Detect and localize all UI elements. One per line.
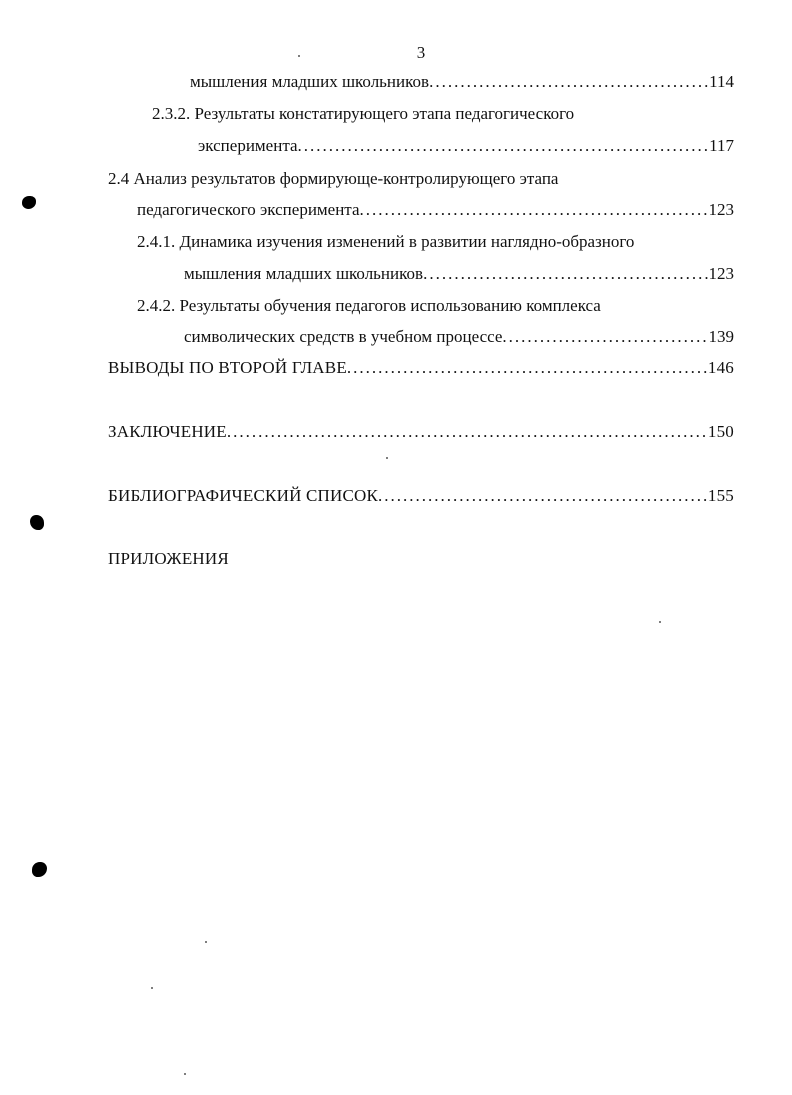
toc-entry-page: 114 [709,72,734,91]
toc-entry-2-4-2 [184,327,734,347]
toc-entry-conclusions-chapter-2 [108,358,734,378]
scan-speck [386,457,388,459]
scan-blot [30,515,44,530]
page-number: 3 [416,43,426,62]
toc-entry-label: эксперимента [198,136,298,155]
toc-leader-dots [502,327,708,347]
toc-entry-label: БИБЛИОГРАФИЧЕСКИЙ СПИСОК [108,486,379,505]
scan-speck [659,621,661,623]
toc-entry-2-3-2-title: 2.3.2. Результаты констатирующего этапа педагогического [152,104,575,123]
toc-entry-2-3-1-cont [190,72,734,92]
toc-entry-appendices: ПРИЛОЖЕНИЯ [108,549,229,568]
scan-speck [184,1073,186,1075]
scan-speck [298,55,300,57]
scan-blot [22,196,36,209]
toc-entry-page: 146 [707,358,734,377]
toc-entry-page: 139 [708,327,734,346]
toc-entry-label: педагогического эксперимента [137,200,360,219]
toc-entry-2-3-2 [198,136,734,156]
toc-entry-page: 150 [707,422,734,441]
toc-leader-dots [429,72,709,92]
toc-entry-2-4 [137,200,734,220]
toc-entry-2-4-1-title: 2.4.1. Динамика изучения изменений в развитии наглядно-образного [137,232,635,251]
toc-entry-label: ЗАКЛЮЧЕНИЕ [108,422,227,441]
toc-entry-label: мышления младших школьников [184,264,424,283]
toc-entry-label: мышления младших школьников [190,72,430,91]
toc-entry-page: 117 [709,136,734,155]
toc-leader-dots [423,264,708,284]
scan-blot [32,862,47,877]
scan-speck [151,987,153,989]
toc-entry-conclusion [108,422,734,442]
toc-leader-dots [378,486,708,506]
toc-entry-page: 123 [708,200,734,219]
toc-entry-bibliography [108,486,734,506]
toc-entry-2-4-title: 2.4 Анализ результатов формирующе-контролирующего этапа [108,169,559,188]
toc-entry-label: ВЫВОДЫ ПО ВТОРОЙ ГЛАВЕ [108,358,347,377]
toc-leader-dots [347,358,708,378]
toc-entry-2-4-2-title: 2.4.2. Результаты обучения педагогов использованию комплекса [137,296,601,315]
toc-leader-dots [227,422,708,442]
toc-entry-page: 155 [707,486,734,505]
toc-leader-dots [298,136,710,156]
toc-leader-dots [360,200,709,220]
toc-entry-page: 123 [708,264,734,283]
toc-entry-2-4-1 [184,264,734,284]
toc-entry-label: символических средств в учебном процессе [184,327,503,346]
scan-speck [205,941,207,943]
